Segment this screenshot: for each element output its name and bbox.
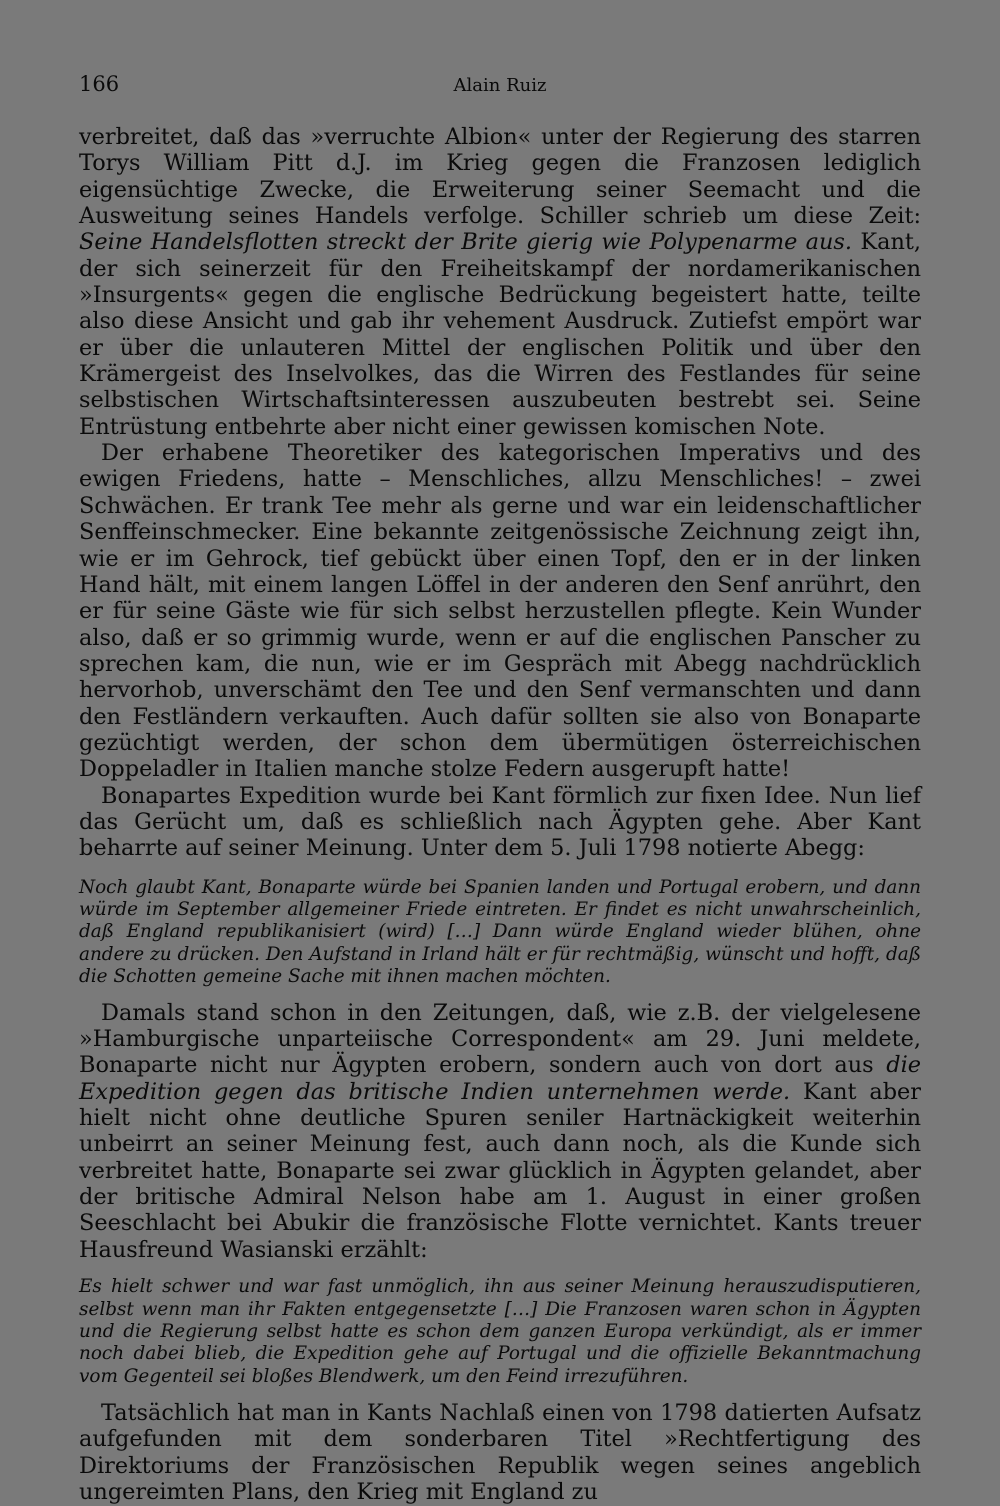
body-text xyxy=(79,124,921,1506)
running-head xyxy=(79,72,921,102)
paragraph-1-text-b: Kant, der sich seinerzeit für den Freiheitskampf der nordamerikanischen »Insurgents« gegen die englische Bedrückung begeistert hatte, teilte also diese Ansicht und gab ihr vehement Ausdruck. Zutiefst empört war er über die unlauteren Mittel der englischen Politik und über den Krämergeist des Inselvolkes, das die Wirren des Festlandes für seine selbstischen Wirtschaftsinteressen auszubeuten bestrebt sei. Seine Entrüstung entbehrte aber nicht einer gewissen komischen Note. xyxy=(79,229,921,440)
block-quote-wasianski: Es hielt schwer und war fast unmöglich, ihn aus seiner Meinung herauszudisputieren, selbst wenn man ihr Fakten entgegensetzte […] Die Franzosen waren schon in Ägypten und die Regierung selbst hatte es schon dem ganzen Europa verkündigt, als er immer noch dabei blieb, die Expedition gehe auf Portugal und die offizielle Bekanntmachung vom Gegenteil sei bloßes Blendwerk, um den Feind irrezuführen. xyxy=(79,1276,921,1387)
paragraph-4-text-b: Kant aber hielt nicht ohne deutliche Spuren seniler Hartnäckigkeit weiterhin unbeirrt an seiner Meinung fest, auch dann noch, als die Kunde sich verbreitet hatte, Bonaparte sei zwar glücklich in Ägypten gelandet, aber der britische Admiral Nelson habe am 1. August in einer großen Seeschlacht bei Abukir die französische Flotte vernichtet. Kants treuer Hausfreund Wasianski erzählt: xyxy=(79,1078,921,1263)
paragraph-1-text-a: verbreitet, daß das »verruchte Albion« unter der Regierung des starren Torys William Pitt d.J. im Krieg gegen die Franzosen lediglich eigensüchtige Zwecke, die Erweiterung seiner Seemacht und die Ausweitung seines Handels verfolge. Schiller schrieb um diese Zeit: xyxy=(79,124,921,230)
schiller-quote: Seine Handelsflotten streckt der Brite gierig wie Polypenarme aus. xyxy=(79,229,853,256)
running-head-author: Alain Ruiz xyxy=(453,75,547,96)
paragraph-1 xyxy=(79,124,921,440)
paragraph-4 xyxy=(79,1000,921,1263)
block-quote-abegg: Noch glaubt Kant, Bonaparte würde bei Spanien landen und Portugal erobern, und dann würde im September allgemeiner Friede eintreten. Er findet es nicht unwahrscheinlich, daß England republikanisiert (wird) […] Dann würde England wieder blühen, ohne andere zu drücken. Den Aufstand in Irland hält er für rechtmäßig, wünscht und hofft, daß die Schotten gemeine Sache mit ihnen machen möchten. xyxy=(79,876,921,988)
paragraph-3: Bonapartes Expedition wurde bei Kant förmlich zur fixen Idee. Nun lief das Gerücht um, daß es schließlich nach Ägypten gehe. Aber Kant beharrte auf seiner Meinung. Unter dem 5. Juli 1798 notierte Abegg: xyxy=(79,782,921,862)
correspondent-quote: die Expedition gegen das britische Indien unternehmen werde. xyxy=(79,1052,921,1105)
paragraph-5: Tatsächlich hat man in Kants Nachlaß einen von 1798 datierten Aufsatz aufgefunden mit dem sonderbaren Titel »Rechtfertigung des Direktoriums der Französischen Republik wegen seines angeblich ungereimten Plans, den Krieg mit England zu xyxy=(79,1400,921,1506)
page-number: 166 xyxy=(79,72,120,96)
paragraph-4-text-a: Damals stand schon in den Zeitungen, daß, wie z.B. der vielgelesene »Hamburgische unparteiische Correspondent« am 29. Juni meldete, Bonaparte nicht nur Ägypten erobern, sondern auch von dort aus xyxy=(79,999,921,1079)
paragraph-2: Der erhabene Theoretiker des kategorischen Imperativs und des ewigen Friedens, hatte – Menschliches, allzu Menschliches! – zwei Schwächen. Er trank Tee mehr als gerne und war ein leidenschaftlicher Senffeinschmecker. Eine bekannte zeitgenössische Zeichnung zeigt ihn, wie er im Gehrock, tief gebückt über einen Topf, den er in der linken Hand hält, mit einem langen Löffel in der anderen den Senf anrührt, den er für seine Gäste wie für sich selbst herzustellen pflegte. Kein Wunder also, daß er so grimmig wurde, wenn er auf die englischen Panscher zu sprechen kam, die nun, wie er im Gespräch mit Abegg nachdrücklich hervorhob, unverschämt den Tee und den Senf vermanschten und dann den Festländern verkauften. Auch dafür sollten sie also von Bonaparte gezüchtigt werden, der schon dem übermütigen österreichischen Doppeladler in Italien manche stolze Federn ausgerupft hatte! xyxy=(79,440,921,783)
